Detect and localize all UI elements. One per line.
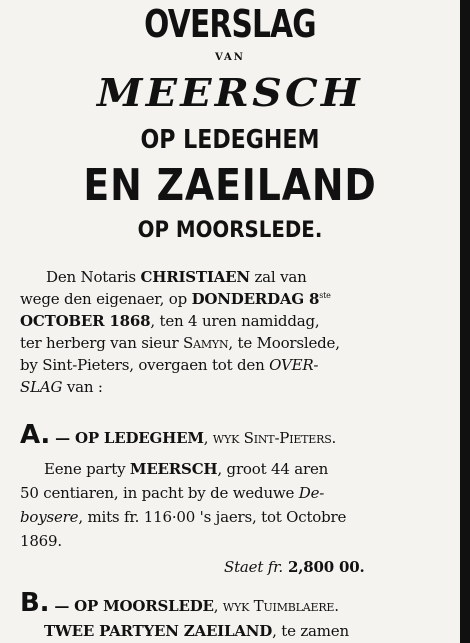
van-label: VAN — [215, 52, 245, 63]
lot-text: Eene party — [44, 460, 130, 478]
intro-text: by Sint-Pieters, overgaen tot den — [20, 356, 270, 374]
intro-text: zal van — [249, 268, 307, 286]
overslag-word: SLAG — [20, 378, 63, 396]
lot-text: , mits fr. 116·00 's jaers, tot Octobre — [78, 508, 347, 526]
intro-text: , ten 4 uren namiddag, — [150, 312, 320, 330]
staet-label: Staet — [224, 558, 264, 576]
section-a-line-3 — [20, 508, 346, 526]
notice-title: OVERSLAG — [144, 2, 316, 46]
overslag-word: OVER- — [269, 356, 319, 374]
lot-type: TWEE PARTYEN ZAEILAND — [44, 622, 273, 640]
lot-text: , te zamen — [272, 622, 349, 640]
section-a-line-2 — [20, 484, 324, 502]
sale-day: DONDERDAG 8 — [191, 290, 320, 308]
subject-heading-2: EN ZAEILAND — [83, 160, 377, 211]
section-a-heading — [20, 420, 336, 450]
intro-text: van : — [62, 378, 103, 396]
intro-text: Den Notaris — [46, 268, 141, 286]
innkeeper-name: Samyn — [183, 334, 229, 352]
currency-label: fr. — [263, 558, 283, 576]
section-a-location: OP LEDEGHEM — [74, 429, 204, 447]
section-a-wyk: , wyk Sint-Pieters. — [203, 429, 337, 447]
section-b-line-1 — [44, 622, 349, 640]
section-a-line-1 — [44, 460, 328, 478]
subject-heading: MEERSCH — [97, 70, 363, 115]
section-a-line-4: 1869. — [20, 532, 62, 550]
intro-text: ter herberg van sieur — [20, 334, 183, 352]
location-heading-2: OP MOORSLEDE. — [137, 218, 323, 243]
price-amount: 2,800 00. — [282, 558, 365, 576]
sale-month: OCTOBER 1868 — [20, 312, 151, 330]
lot-type: MEERSCH — [129, 460, 218, 478]
intro-line-5 — [20, 356, 318, 374]
intro-line-1 — [46, 268, 307, 286]
notary-name: CHRISTIAEN — [140, 268, 250, 286]
intro-line-4 — [20, 334, 340, 352]
lot-text: 50 centiaren, in pacht by de weduwe — [20, 484, 299, 502]
intro-line-2 — [20, 290, 331, 308]
dash: — — [50, 429, 75, 447]
section-a-price — [224, 558, 364, 576]
section-letter-b: B. — [20, 588, 50, 618]
section-b-location: OP MOORSLEDE — [74, 597, 214, 615]
section-letter-a: A. — [20, 420, 51, 450]
intro-line-6 — [20, 378, 103, 396]
tenant-name: boysere — [20, 508, 79, 526]
tenant-name: De- — [298, 484, 325, 502]
scan-edge — [460, 0, 470, 643]
day-suffix: ste — [319, 291, 331, 300]
intro-text: wege den eigenaer, op — [20, 290, 192, 308]
intro-text: , te Moorslede, — [228, 334, 340, 352]
intro-line-3 — [20, 312, 319, 330]
lot-text: , groot 44 aren — [217, 460, 329, 478]
section-b-heading — [20, 588, 339, 618]
dash: — — [49, 597, 75, 615]
location-heading-1: OP LEDEGHEM — [140, 125, 320, 155]
section-b-wyk: , wyk Tuimblaere. — [213, 597, 339, 615]
